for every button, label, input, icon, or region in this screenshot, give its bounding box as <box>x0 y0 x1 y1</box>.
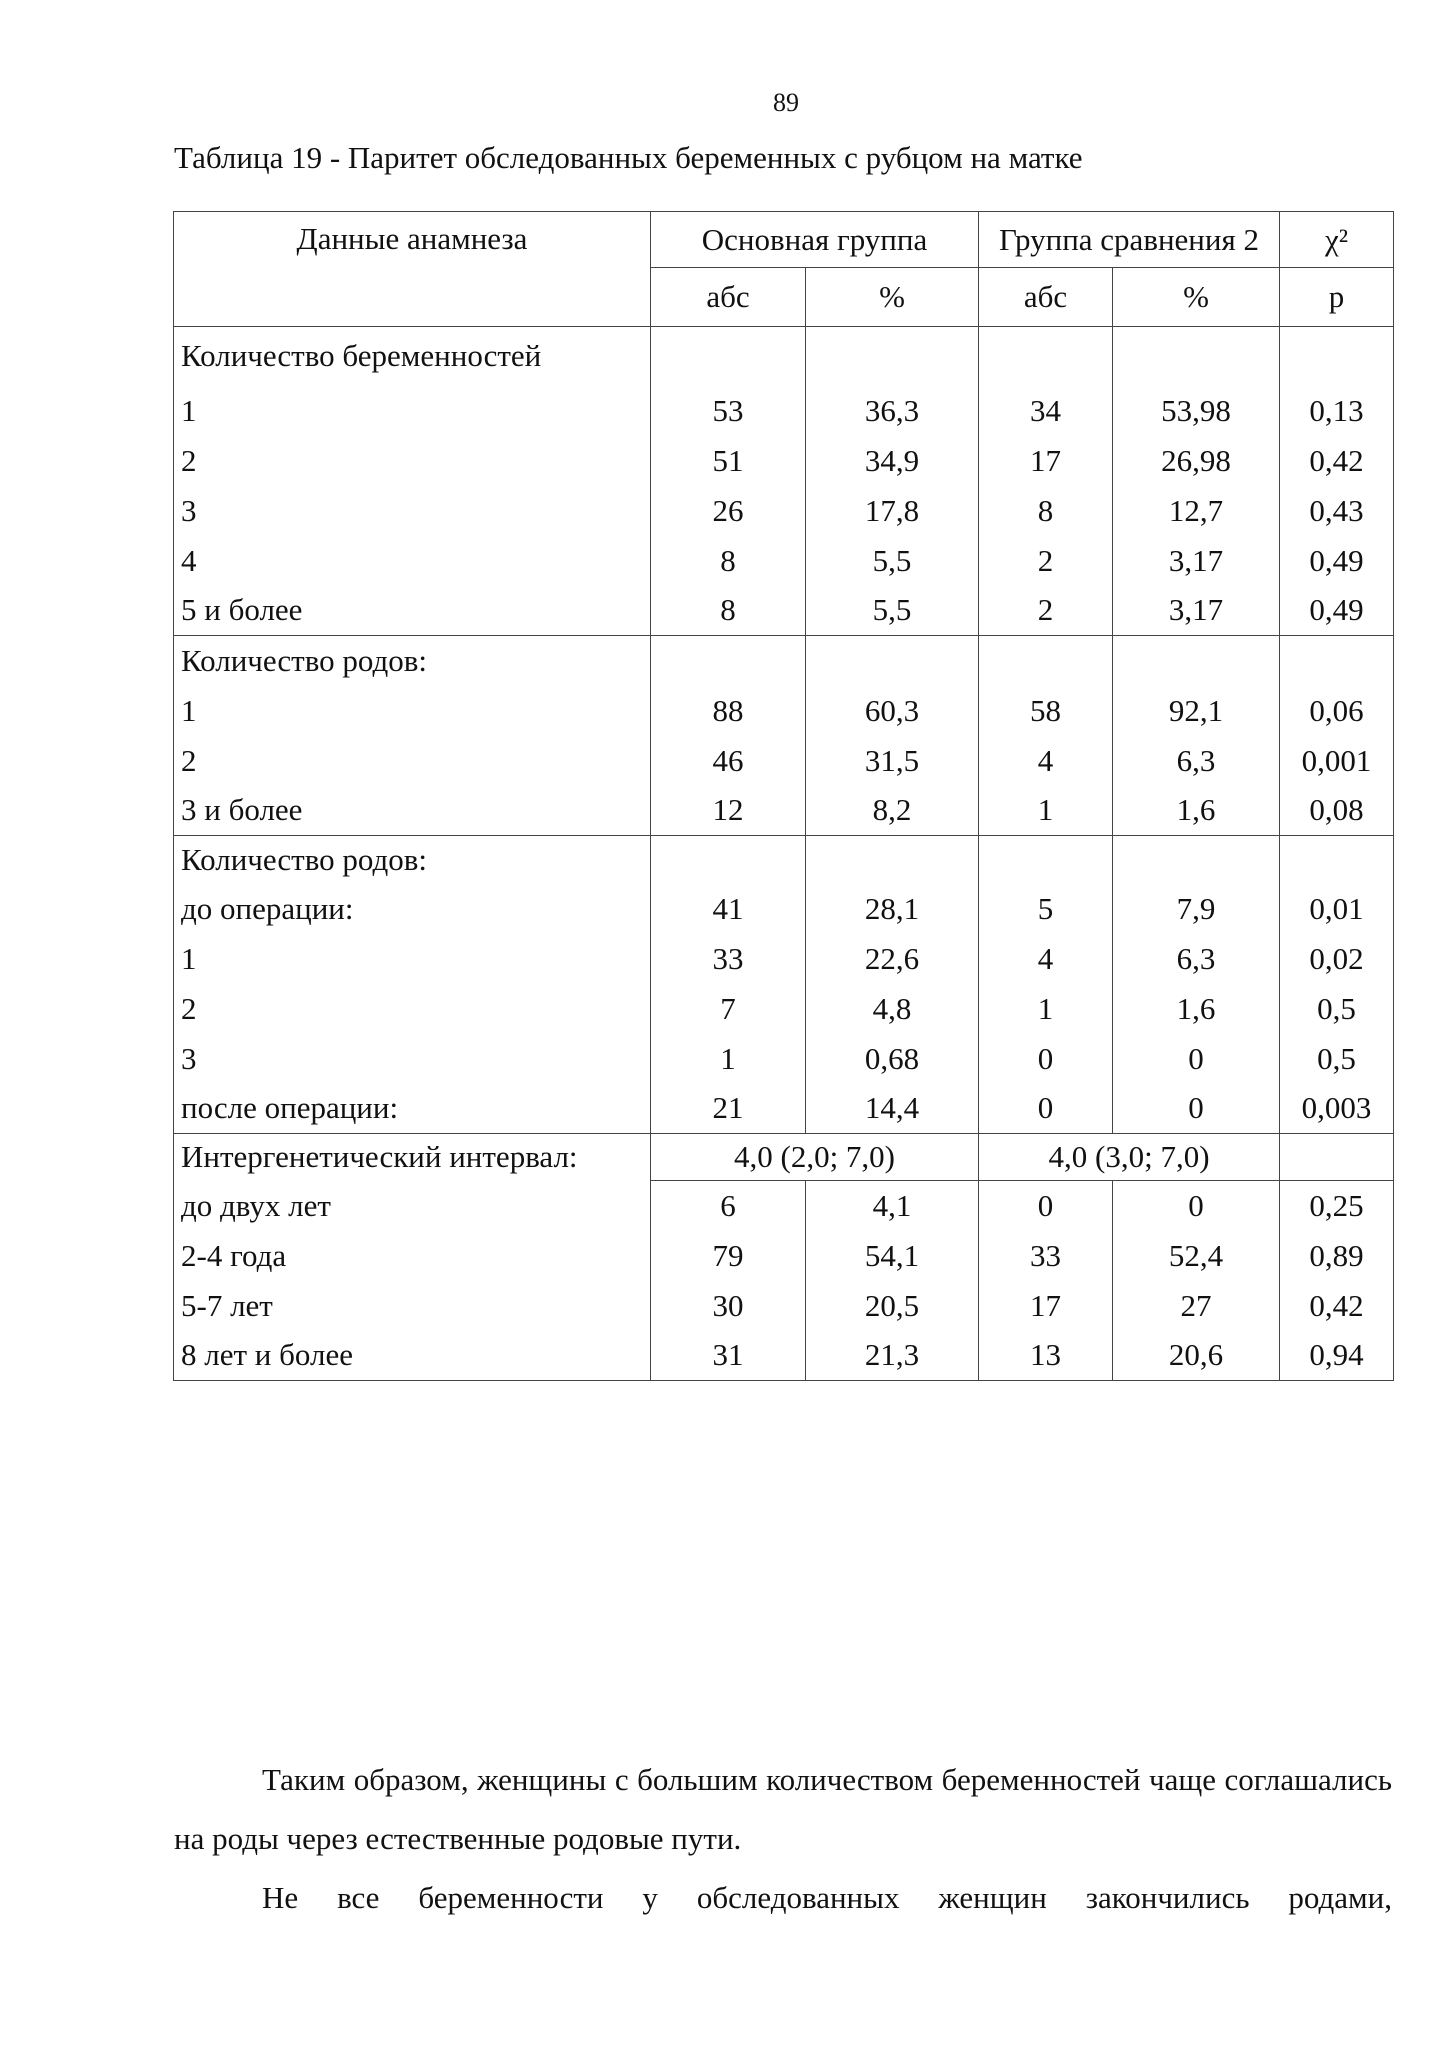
cell-pct-comparison: 0 <box>1113 1084 1280 1134</box>
cell-p-value: 0,89 <box>1280 1231 1394 1281</box>
cell-pct-comparison: 20,6 <box>1113 1331 1280 1381</box>
cell-pct-comparison: 92,1 <box>1113 686 1280 736</box>
cell-pct-main: 20,5 <box>806 1281 979 1331</box>
table-row <box>174 1034 1394 1084</box>
cell-pct-comparison: 7,9 <box>1113 884 1280 934</box>
header-p-value: р <box>1280 268 1394 327</box>
cell-pct-main: 4,1 <box>806 1181 979 1231</box>
header-pct-comparison: % <box>1113 268 1280 327</box>
cell-abs-comparison: 0 <box>979 1084 1113 1134</box>
table-row <box>174 586 1394 636</box>
table-row <box>174 1134 1394 1181</box>
cell-pct-comparison: 52,4 <box>1113 1231 1280 1281</box>
header-abs-main: абс <box>651 268 806 327</box>
cell-abs-main: 30 <box>651 1281 806 1331</box>
cell-abs-comparison: 4 <box>979 736 1113 786</box>
cell-pct-main: 4,8 <box>806 984 979 1034</box>
empty-cell <box>1280 1134 1394 1181</box>
row-label: 8 лет и более <box>174 1331 651 1381</box>
cell-pct-comparison: 0 <box>1113 1181 1280 1231</box>
cell-abs-main: 8 <box>651 536 806 586</box>
cell-p-value: 0,43 <box>1280 486 1394 536</box>
table-row <box>174 1181 1394 1231</box>
section-title: Количество родов: <box>174 636 651 686</box>
empty-cell <box>1280 636 1394 686</box>
cell-p-value: 0,001 <box>1280 736 1394 786</box>
cell-abs-main: 21 <box>651 1084 806 1134</box>
row-label: после операции: <box>174 1084 651 1134</box>
header-comparison-group: Группа сравнения 2 <box>979 212 1280 268</box>
row-label: 3 <box>174 486 651 536</box>
table-row <box>174 934 1394 984</box>
cell-abs-comparison: 4 <box>979 934 1113 984</box>
table-row <box>174 386 1394 436</box>
cell-p-value: 0,49 <box>1280 536 1394 586</box>
table-row <box>174 1231 1394 1281</box>
table-caption: Таблица 19 - Паритет обследованных беременных с рубцом на матке <box>174 140 1083 175</box>
section-title: Количество родов: <box>174 836 651 884</box>
cell-pct-main: 22,6 <box>806 934 979 984</box>
row-label: 2-4 года <box>174 1231 651 1281</box>
cell-p-value: 0,42 <box>1280 1281 1394 1331</box>
cell-pct-main: 36,3 <box>806 386 979 436</box>
cell-pct-main: 54,1 <box>806 1231 979 1281</box>
cell-p-value: 0,94 <box>1280 1331 1394 1381</box>
cell-pct-comparison: 53,98 <box>1113 386 1280 436</box>
section-title: Количество беременностей <box>174 327 651 386</box>
cell-p-value: 0,49 <box>1280 586 1394 636</box>
empty-cell <box>1113 327 1280 386</box>
cell-abs-main: 26 <box>651 486 806 536</box>
header-abs-comparison: абс <box>979 268 1113 327</box>
header-anamnesis: Данные анамнеза <box>174 212 651 327</box>
table-row <box>174 436 1394 486</box>
cell-abs-main: 7 <box>651 984 806 1034</box>
cell-pct-main: 21,3 <box>806 1331 979 1381</box>
cell-abs-comparison: 5 <box>979 884 1113 934</box>
row-label: 1 <box>174 686 651 736</box>
empty-cell <box>806 836 979 884</box>
cell-pct-comparison: 3,17 <box>1113 586 1280 636</box>
cell-abs-comparison: 34 <box>979 386 1113 436</box>
cell-abs-main: 6 <box>651 1181 806 1231</box>
row-label: до двух лет <box>174 1181 651 1231</box>
cell-pct-main: 5,5 <box>806 586 979 636</box>
cell-abs-main: 88 <box>651 686 806 736</box>
cell-p-value: 0,003 <box>1280 1084 1394 1134</box>
paragraph-continuation: Не все беременности у обследованных женщин закончились родами, <box>262 1880 1392 1915</box>
cell-abs-main: 1 <box>651 1034 806 1084</box>
empty-cell <box>979 836 1113 884</box>
empty-cell <box>651 636 806 686</box>
table-row <box>174 1084 1394 1134</box>
cell-abs-comparison: 8 <box>979 486 1113 536</box>
empty-cell <box>1113 836 1280 884</box>
empty-cell <box>1113 636 1280 686</box>
cell-p-value: 0,08 <box>1280 786 1394 836</box>
row-label: 2 <box>174 736 651 786</box>
row-label: 2 <box>174 436 651 486</box>
header-main-group: Основная группа <box>651 212 979 268</box>
cell-pct-main: 0,68 <box>806 1034 979 1084</box>
empty-cell <box>806 636 979 686</box>
cell-p-value: 0,25 <box>1280 1181 1394 1231</box>
cell-p-value: 0,02 <box>1280 934 1394 984</box>
cell-p-value: 0,06 <box>1280 686 1394 736</box>
median-main: 4,0 (2,0; 7,0) <box>651 1134 979 1181</box>
row-label: 5 и более <box>174 586 651 636</box>
cell-abs-main: 53 <box>651 386 806 436</box>
cell-pct-main: 5,5 <box>806 536 979 586</box>
parity-table <box>173 211 1394 1381</box>
cell-pct-comparison: 0 <box>1113 1034 1280 1084</box>
cell-pct-main: 8,2 <box>806 786 979 836</box>
cell-pct-comparison: 6,3 <box>1113 934 1280 984</box>
cell-abs-main: 46 <box>651 736 806 786</box>
interval-title: Интергенетический интервал: <box>174 1134 651 1181</box>
cell-pct-comparison: 3,17 <box>1113 536 1280 586</box>
cell-abs-comparison: 17 <box>979 436 1113 486</box>
table-row <box>174 1331 1394 1381</box>
row-label: 3 и более <box>174 786 651 836</box>
row-label: 1 <box>174 386 651 436</box>
cell-pct-main: 34,9 <box>806 436 979 486</box>
paragraph-conclusion: Таким образом, женщины с большим количеством беременностей чаще соглашались на роды через естественные родовые пути. <box>174 1762 1392 1856</box>
cell-abs-main: 41 <box>651 884 806 934</box>
cell-pct-comparison: 1,6 <box>1113 984 1280 1034</box>
cell-pct-comparison: 1,6 <box>1113 786 1280 836</box>
table-row <box>174 736 1394 786</box>
cell-abs-main: 12 <box>651 786 806 836</box>
cell-abs-main: 79 <box>651 1231 806 1281</box>
header-pct-main: % <box>806 268 979 327</box>
cell-p-value: 0,42 <box>1280 436 1394 486</box>
header-chi-square: χ² <box>1280 212 1394 268</box>
median-comparison: 4,0 (3,0; 7,0) <box>979 1134 1280 1181</box>
cell-abs-comparison: 13 <box>979 1331 1113 1381</box>
cell-pct-comparison: 27 <box>1113 1281 1280 1331</box>
table-row <box>174 1281 1394 1331</box>
table-row <box>174 884 1394 934</box>
empty-cell <box>979 636 1113 686</box>
empty-cell <box>1280 836 1394 884</box>
cell-abs-comparison: 58 <box>979 686 1113 736</box>
row-label: до операции: <box>174 884 651 934</box>
page-number: 89 <box>773 88 799 117</box>
cell-abs-comparison: 17 <box>979 1281 1113 1331</box>
table-row <box>174 486 1394 536</box>
empty-cell <box>651 836 806 884</box>
cell-abs-comparison: 1 <box>979 984 1113 1034</box>
cell-pct-main: 14,4 <box>806 1084 979 1134</box>
cell-abs-main: 31 <box>651 1331 806 1381</box>
cell-abs-main: 51 <box>651 436 806 486</box>
cell-abs-comparison: 33 <box>979 1231 1113 1281</box>
table-row <box>174 984 1394 1034</box>
row-label: 3 <box>174 1034 651 1084</box>
row-label: 1 <box>174 934 651 984</box>
table-row <box>174 686 1394 736</box>
cell-p-value: 0,01 <box>1280 884 1394 934</box>
cell-pct-main: 31,5 <box>806 736 979 786</box>
table-row <box>174 786 1394 836</box>
cell-abs-comparison: 2 <box>979 536 1113 586</box>
row-label: 5-7 лет <box>174 1281 651 1331</box>
table-row <box>174 327 1394 386</box>
cell-abs-comparison: 2 <box>979 586 1113 636</box>
cell-pct-main: 28,1 <box>806 884 979 934</box>
cell-abs-comparison: 0 <box>979 1181 1113 1231</box>
cell-pct-main: 60,3 <box>806 686 979 736</box>
cell-pct-comparison: 26,98 <box>1113 436 1280 486</box>
row-label: 4 <box>174 536 651 586</box>
cell-p-value: 0,5 <box>1280 984 1394 1034</box>
cell-abs-main: 8 <box>651 586 806 636</box>
row-label: 2 <box>174 984 651 1034</box>
cell-pct-comparison: 12,7 <box>1113 486 1280 536</box>
empty-cell <box>651 327 806 386</box>
empty-cell <box>979 327 1113 386</box>
cell-abs-main: 33 <box>651 934 806 984</box>
cell-abs-comparison: 0 <box>979 1034 1113 1084</box>
table-row <box>174 836 1394 884</box>
cell-abs-comparison: 1 <box>979 786 1113 836</box>
cell-p-value: 0,5 <box>1280 1034 1394 1084</box>
empty-cell <box>1280 327 1394 386</box>
table-row <box>174 636 1394 686</box>
empty-cell <box>806 327 979 386</box>
cell-pct-main: 17,8 <box>806 486 979 536</box>
cell-pct-comparison: 6,3 <box>1113 736 1280 786</box>
table-row <box>174 536 1394 586</box>
cell-p-value: 0,13 <box>1280 386 1394 436</box>
